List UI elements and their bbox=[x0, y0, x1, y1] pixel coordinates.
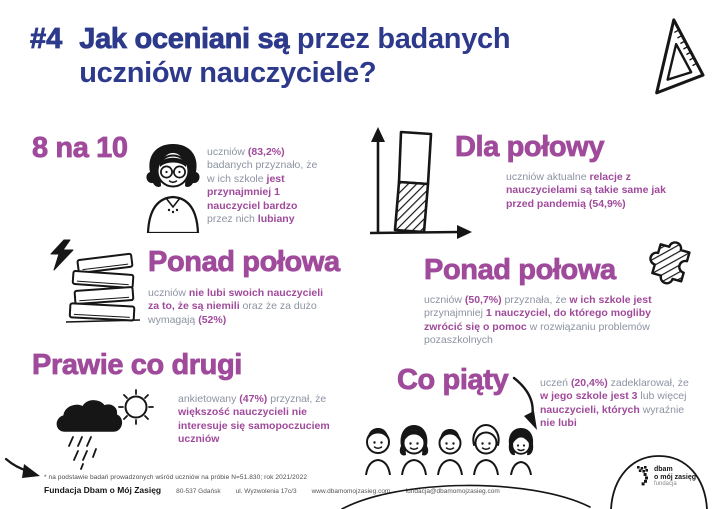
text-segment: uczniów bbox=[148, 287, 189, 299]
teacher-illustration bbox=[136, 141, 210, 233]
logo-line1: dbam bbox=[654, 466, 673, 473]
text-segment: uczniów bbox=[424, 294, 465, 306]
footer-website: www.dbamomojzasieg.com bbox=[311, 488, 391, 495]
five-kids-illustration bbox=[360, 423, 540, 475]
text-segment: jest przynajmniej 1 nauczyciel bardzo bbox=[207, 172, 298, 212]
foundation-logo-text bbox=[654, 466, 696, 489]
paragraph-dla-polowy bbox=[506, 171, 672, 211]
text-segment: relacje z nauczycielami są takie same jak przed pandemią (54,9%) bbox=[506, 171, 666, 210]
text-segment: (83,2%) bbox=[247, 146, 285, 158]
text-segment: w ich szkole jest bbox=[569, 294, 652, 306]
headline-ponad-polowa-right: Ponad połowa bbox=[424, 254, 616, 286]
text-segment: większość nauczycieli nie interesuje się samopoczuciem uczniów bbox=[178, 406, 330, 446]
text-segment: 1 nauczyciel, do którego mogliby zwrócić się o pomoc bbox=[424, 307, 651, 333]
text-segment: lub więcej bbox=[637, 390, 687, 403]
rain-cloud-sun-illustration bbox=[52, 386, 164, 470]
text-segment: przynajmniej bbox=[424, 307, 486, 320]
hill-curve-sketch bbox=[338, 477, 594, 509]
foundation-logo-icon bbox=[637, 466, 650, 486]
title-line1-rest: przez badanych bbox=[289, 23, 511, 55]
text-segment: nauczycieli, których bbox=[540, 403, 640, 416]
sample-footnote: * na podstawie badań prowadzonych wśród uczniów na próbie N=51.830; rok 2021/2022 bbox=[44, 474, 308, 481]
text-segment: przyznał, że bbox=[267, 393, 327, 405]
paragraph-ponad-polowa-left bbox=[148, 287, 334, 327]
paragraph-prawie-co-drugi bbox=[178, 393, 334, 447]
paragraph-co-piaty bbox=[540, 377, 692, 431]
text-segment: lubiany bbox=[257, 213, 295, 226]
text-segment: (52%) bbox=[198, 313, 227, 326]
title-line2: uczniów nauczyciele? bbox=[79, 57, 377, 89]
text-segment: uczeń bbox=[540, 377, 571, 389]
small-arrow-icon bbox=[4, 457, 42, 483]
headline-dla-polowy: Dla połowy bbox=[455, 131, 605, 163]
text-segment: oraz że za dużo wymagają bbox=[148, 300, 317, 326]
title-number: #4 bbox=[30, 23, 63, 55]
text-segment: nie lubi swoich nauczycieli za to, że są niemili bbox=[148, 287, 324, 313]
logo-line2: o mój zasięg bbox=[654, 473, 697, 481]
puzzle-piece-icon bbox=[644, 231, 700, 287]
footer-postal-code: 80-537 Gdańsk bbox=[176, 488, 221, 495]
foundation-name: Fundacja Dbam o Mój Zasięg bbox=[44, 485, 162, 495]
text-segment: w rozwiązaniu problemów pozaszkolnych bbox=[424, 320, 650, 347]
foundation-logo bbox=[637, 466, 696, 489]
headline-8-na-10: 8 na 10 bbox=[32, 132, 128, 164]
footer-street: ul. Wyzwolenia 17c/3 bbox=[235, 488, 297, 495]
paragraph-ponad-polowa-right bbox=[424, 294, 674, 348]
headline-ponad-polowa-left: Ponad połowa bbox=[148, 246, 340, 278]
text-segment: uczniów aktualne bbox=[506, 171, 590, 183]
text-segment: (47%) bbox=[239, 393, 268, 405]
text-segment: w jego szkole jest 3 bbox=[540, 390, 638, 403]
text-segment: uczniów bbox=[207, 146, 248, 158]
text-segment: przyznała, że bbox=[501, 294, 570, 306]
paragraph-8-na-10 bbox=[207, 146, 325, 226]
headline-prawie-co-drugi: Prawie co drugi bbox=[32, 349, 242, 381]
books-stack-illustration bbox=[60, 252, 148, 328]
title-lines bbox=[79, 22, 510, 90]
logo-line3: fundacja bbox=[654, 481, 677, 487]
text-segment: (50,7%) bbox=[464, 294, 502, 306]
footer-email: fundacja@dbamomojzasieg.com bbox=[405, 488, 500, 495]
text-segment: zadeklarował, że bbox=[607, 377, 689, 389]
text-segment: wyraźnie bbox=[639, 403, 685, 416]
text-segment: badanych przyznało, że w ich szkole bbox=[207, 159, 318, 185]
text-segment: przez nich bbox=[207, 213, 258, 226]
page-title bbox=[30, 22, 510, 90]
text-segment: nie lubi bbox=[540, 417, 577, 430]
headline-co-piaty: Co piąty bbox=[397, 364, 509, 396]
title-line1-bold: Jak oceniani są bbox=[79, 23, 290, 55]
text-segment: ankietowany bbox=[178, 393, 240, 405]
text-segment: (20,4%) bbox=[570, 377, 608, 389]
set-square-ruler-icon bbox=[634, 14, 714, 106]
